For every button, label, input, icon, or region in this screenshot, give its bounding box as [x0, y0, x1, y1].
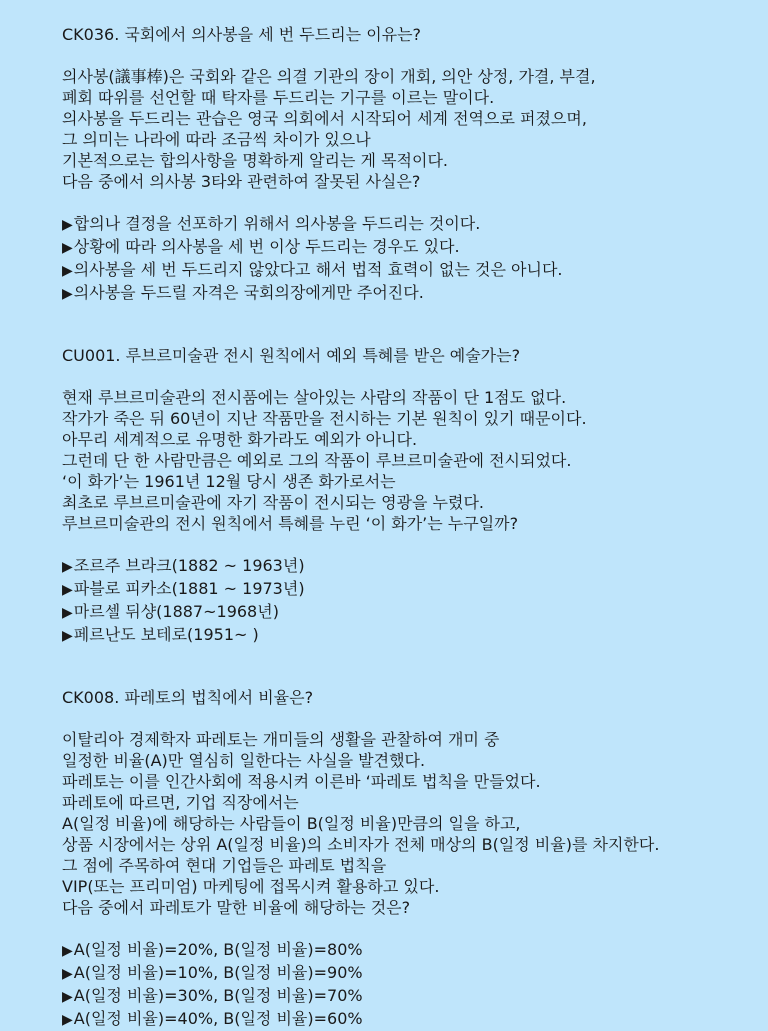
option-text: A(일정 비율)=30%, B(일정 비율)=70%	[73, 986, 363, 1005]
question-paragraph	[62, 387, 728, 534]
answer-option	[62, 985, 728, 1008]
option-text: 페르난도 보테로(1951~ )	[73, 625, 259, 644]
option-text: 합의나 결정을 선포하기 위해서 의사봉을 두드리는 것이다.	[73, 214, 481, 233]
paragraph-line: 다음 중에서 파레토가 말한 비율에 해당하는 것은?	[62, 898, 411, 917]
question-paragraph	[62, 729, 728, 918]
paragraph-line: 작가가 죽은 뒤 60년이 지난 작품만을 전시하는 기본 원칙이 있기 때문이다.	[62, 409, 587, 428]
paragraph-line: 의사봉(議事棒)은 국회와 같은 의결 기관의 장이 개회, 의안 상정, 가결, 부결,	[62, 67, 596, 86]
triangle-bullet-icon: ▶	[62, 605, 73, 621]
option-text: 의사봉을 세 번 두드리지 않았다고 해서 법적 효력이 없는 것은 아니다.	[73, 260, 563, 279]
answer-option	[62, 282, 728, 305]
quiz-section-cu001	[62, 345, 728, 647]
paragraph-line: 그런데 단 한 사람만큼은 예외로 그의 작품이 루브르미술관에 전시되었다.	[62, 451, 572, 470]
paragraph-line: 최초로 루브르미술관에 자기 작품이 전시되는 영광을 누렸다.	[62, 493, 485, 512]
question-title: CU001. 루브르미술관 전시 원칙에서 예외 특혜를 받은 예술가는?	[62, 346, 521, 365]
paragraph-line: 폐회 따위를 선언할 때 탁자를 두드리는 기구를 이르는 말이다.	[62, 88, 495, 107]
option-text: 의사봉을 두드릴 자격은 국회의장에게만 주어진다.	[73, 283, 424, 302]
answer-option	[62, 578, 728, 601]
triangle-bullet-icon: ▶	[62, 966, 73, 982]
answer-option	[62, 213, 728, 236]
answer-option	[62, 259, 728, 282]
option-text: 상황에 따라 의사봉을 세 번 이상 두드리는 경우도 있다.	[73, 237, 460, 256]
paragraph-line: 루브르미술관의 전시 원칙에서 특혜를 누린 ‘이 화가’는 누구일까?	[62, 514, 519, 533]
paragraph-line: 현재 루브르미술관의 전시품에는 살아있는 사람의 작품이 단 1점도 없다.	[62, 388, 567, 407]
triangle-bullet-icon: ▶	[62, 217, 73, 233]
triangle-bullet-icon: ▶	[62, 286, 73, 302]
paragraph-line: 기본적으로는 합의사항을 명확하게 알리는 게 목적이다.	[62, 151, 449, 170]
answer-option	[62, 601, 728, 624]
paragraph-line: 그 의미는 나라에 따라 조금씩 차이가 있으나	[62, 130, 371, 149]
answer-options	[62, 939, 728, 1031]
paragraph-line: ‘이 화가’는 1961년 12월 당시 생존 화가로서는	[62, 472, 396, 491]
triangle-bullet-icon: ▶	[62, 628, 73, 644]
answer-option	[62, 1008, 728, 1031]
paragraph-line: 다음 중에서 의사봉 3타와 관련하여 잘못된 사실은?	[62, 172, 421, 191]
answer-options	[62, 213, 728, 305]
quiz-section-ck036	[62, 24, 728, 305]
answer-option	[62, 939, 728, 962]
paragraph-line: 그 점에 주목하여 현대 기업들은 파레토 법칙을	[62, 856, 387, 875]
answer-option	[62, 236, 728, 259]
option-text: A(일정 비율)=10%, B(일정 비율)=90%	[73, 963, 363, 982]
paragraph-line: A(일정 비율)에 해당하는 사람들이 B(일정 비율)만큼의 일을 하고,	[62, 814, 521, 833]
paragraph-line: 이탈리아 경제학자 파레토는 개미들의 생활을 관찰하여 개미 중	[62, 730, 500, 749]
triangle-bullet-icon: ▶	[62, 582, 73, 598]
triangle-bullet-icon: ▶	[62, 559, 73, 575]
option-text: 파블로 피카소(1881 ~ 1973년)	[73, 579, 305, 598]
answer-option	[62, 624, 728, 647]
paragraph-line: 일정한 비율(A)만 열심히 일한다는 사실을 발견했다.	[62, 751, 426, 770]
question-paragraph	[62, 66, 728, 192]
answer-options	[62, 555, 728, 647]
paragraph-line: 의사봉을 두드리는 관습은 영국 의회에서 시작되어 세계 전역으로 퍼졌으며,	[62, 109, 587, 128]
question-title: CK008. 파레토의 법칙에서 비율은?	[62, 688, 314, 707]
paragraph-line: 파레토는 이를 인간사회에 적용시켜 이른바 ‘파레토 법칙을 만들었다.	[62, 772, 541, 791]
paragraph-line: 아무리 세계적으로 유명한 화가라도 예외가 아니다.	[62, 430, 418, 449]
triangle-bullet-icon: ▶	[62, 1012, 73, 1028]
paragraph-line: 상품 시장에서는 상위 A(일정 비율)의 소비자가 전체 매상의 B(일정 비율)를 차지한다.	[62, 835, 660, 854]
triangle-bullet-icon: ▶	[62, 943, 73, 959]
paragraph-line: VIP(또는 프리미엄) 마케팅에 접목시켜 활용하고 있다.	[62, 877, 440, 896]
option-text: A(일정 비율)=20%, B(일정 비율)=80%	[73, 940, 363, 959]
option-text: 마르셀 뒤샹(1887~1968년)	[73, 602, 279, 621]
answer-option	[62, 555, 728, 578]
triangle-bullet-icon: ▶	[62, 240, 73, 256]
answer-option	[62, 962, 728, 985]
option-text: 조르주 브라크(1882 ~ 1963년)	[73, 556, 305, 575]
quiz-section-ck008	[62, 687, 728, 1031]
triangle-bullet-icon: ▶	[62, 263, 73, 279]
triangle-bullet-icon: ▶	[62, 989, 73, 1005]
paragraph-line: 파레토에 따르면, 기업 직장에서는	[62, 793, 299, 812]
option-text: A(일정 비율)=40%, B(일정 비율)=60%	[73, 1009, 363, 1028]
question-title: CK036. 국회에서 의사봉을 세 번 두드리는 이유는?	[62, 25, 422, 44]
